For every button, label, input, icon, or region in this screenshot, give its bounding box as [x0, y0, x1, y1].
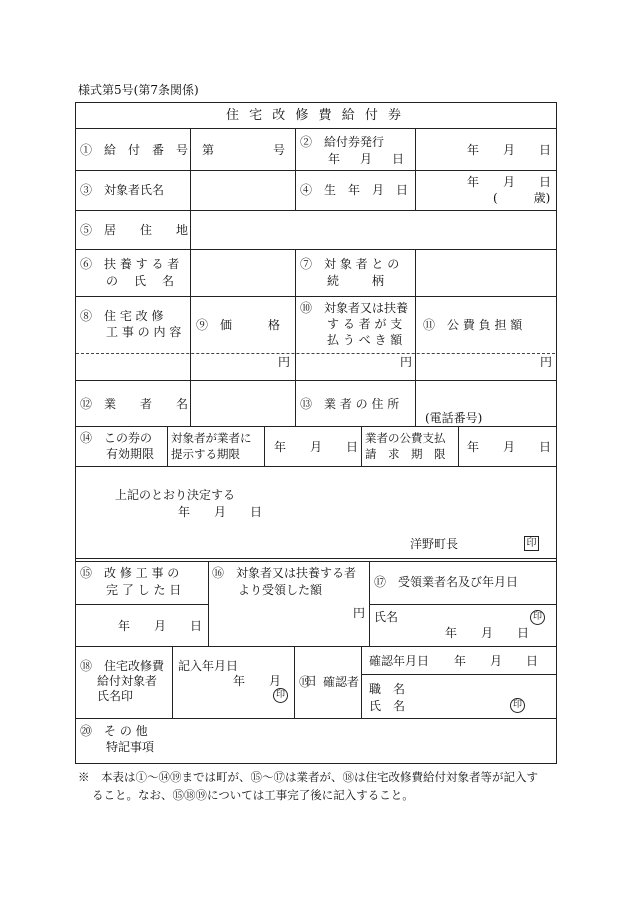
contractor-address-label: ⑬ 業 者 の 住 所 — [300, 397, 400, 411]
recipient-seal-label-2: 給付対象者 — [97, 674, 158, 688]
birthdate-label: ④ 生 年 月 日 — [300, 183, 409, 197]
issue-date-value[interactable]: 年 月 日 — [467, 143, 552, 157]
received-amount-yen: 円 — [353, 606, 366, 620]
form-code: 様式第5号(第7条関係) — [78, 83, 199, 97]
completion-date-value[interactable]: 年 月 日 — [118, 619, 203, 633]
other-label-2: 特記事項 — [106, 740, 155, 754]
renovation-content-label-2: 工 事 の 内 容 — [106, 325, 182, 339]
entry-date-label: 記入年月日 — [178, 659, 239, 673]
other-label: ⑳ そ の 他 — [80, 724, 148, 738]
receiver-seal: 印 — [530, 610, 545, 625]
form-title: 住 宅 改 修 費 給 付 券 — [226, 108, 404, 123]
validity-label: ⑭ この券の — [80, 431, 153, 445]
public-burden-label: ⑪ 公 費 負 担 額 — [423, 318, 523, 332]
confirmer-label: ⑲ 確認者 — [299, 675, 360, 689]
completion-date-label-2: 完 了 し た 日 — [106, 583, 182, 597]
payable-amount-label-3: 払 う べ き 額 — [327, 333, 403, 347]
received-amount-label: ⑯ 対象者又は扶養する者 — [212, 566, 357, 580]
mayor-label: 洋野町長 — [410, 537, 459, 551]
footnote-line-2: ること。なお、⑮⑱⑲については工事完了後に記入すること。 — [92, 788, 414, 802]
receiver-name-label: 氏名 — [374, 610, 399, 624]
decision-text: 上記のとおり決定する — [115, 488, 236, 502]
relationship-label-2: 続 柄 — [327, 274, 388, 288]
supporter-label: ⑥ 扶 養 す る 者 — [80, 257, 180, 271]
price-label: ⑨ 価 格 — [196, 318, 281, 332]
confirmer-role-label: 職 名 — [369, 682, 406, 696]
residence-label: ⑤ 居 住 地 — [80, 223, 189, 237]
payable-amount-label: ⑩ 対象者又は扶養 — [300, 301, 409, 315]
confirmer-seal: 印 — [510, 698, 525, 713]
issue-date-label: ② 給付券発行 — [300, 135, 385, 149]
payable-amount-label-2: す る 者 が 支 — [327, 317, 403, 331]
recipient-seal-label: ⑱ 住宅改修費 — [80, 659, 165, 673]
public-burden-yen: 円 — [540, 355, 553, 369]
issue-date-label-ymd: 年 月 日 — [328, 152, 409, 166]
relationship-label: ⑦ 対 象 者 と の — [300, 257, 400, 271]
recipient-seal-label-3: 氏名印 — [97, 689, 134, 703]
recipient-seal: 印 — [273, 688, 288, 703]
claim-deadline-label-2: 請 求 期 限 — [365, 447, 446, 461]
benefit-number-go: 号 — [273, 143, 286, 157]
subject-name-label: ③ 対象者氏名 — [80, 183, 165, 197]
price-yen: 円 — [278, 355, 291, 369]
claim-deadline-label: 業者の公費支払 — [365, 431, 446, 445]
receiver-date-value[interactable]: 年 月 日 — [445, 626, 530, 640]
confirm-date-label: 確認年月日 — [369, 654, 430, 668]
validity-label-2: 有効期限 — [106, 447, 155, 461]
received-amount-label-2: より受領した額 — [238, 583, 323, 597]
confirm-date-value[interactable]: 年 月 日 — [454, 654, 539, 668]
renovation-content-label: ⑧ 住 宅 改 修 — [80, 309, 164, 323]
birthdate-value[interactable]: 年 月 日 — [467, 175, 552, 189]
confirmer-name-label: 氏 名 — [369, 699, 406, 713]
mayor-seal: 印 — [524, 536, 539, 551]
supporter-name-label: の 氏 名 — [106, 274, 177, 288]
benefit-number-label: ① 給 付 番 号 — [80, 143, 189, 157]
entry-date-value[interactable]: 年 月 日 — [233, 674, 318, 688]
phone-label: (電話番号) — [425, 411, 483, 425]
benefit-number-dai: 第 — [202, 143, 215, 157]
present-deadline-label-2: 提示する期限 — [171, 447, 240, 461]
payable-yen: 円 — [400, 355, 413, 369]
age-value[interactable]: ( 歳) — [493, 191, 551, 205]
present-deadline-value[interactable]: 年 月 日 — [274, 440, 359, 454]
footnote-line-1: ※ 本表は①～⑭⑲までは町が、⑮～⑰は業者が、⑱は住宅改修費給付対象者等が記入す — [78, 770, 538, 784]
decision-date[interactable]: 年 月 日 — [178, 505, 263, 519]
receiving-contractor-label: ⑰ 受領業者名及び年月日 — [374, 575, 519, 589]
present-deadline-label: 対象者が業者に — [171, 431, 252, 445]
claim-deadline-value[interactable]: 年 月 日 — [467, 440, 552, 454]
completion-date-label: ⑮ 改 修 工 事 の — [80, 566, 180, 580]
contractor-name-label: ⑫ 業 者 名 — [80, 397, 189, 411]
